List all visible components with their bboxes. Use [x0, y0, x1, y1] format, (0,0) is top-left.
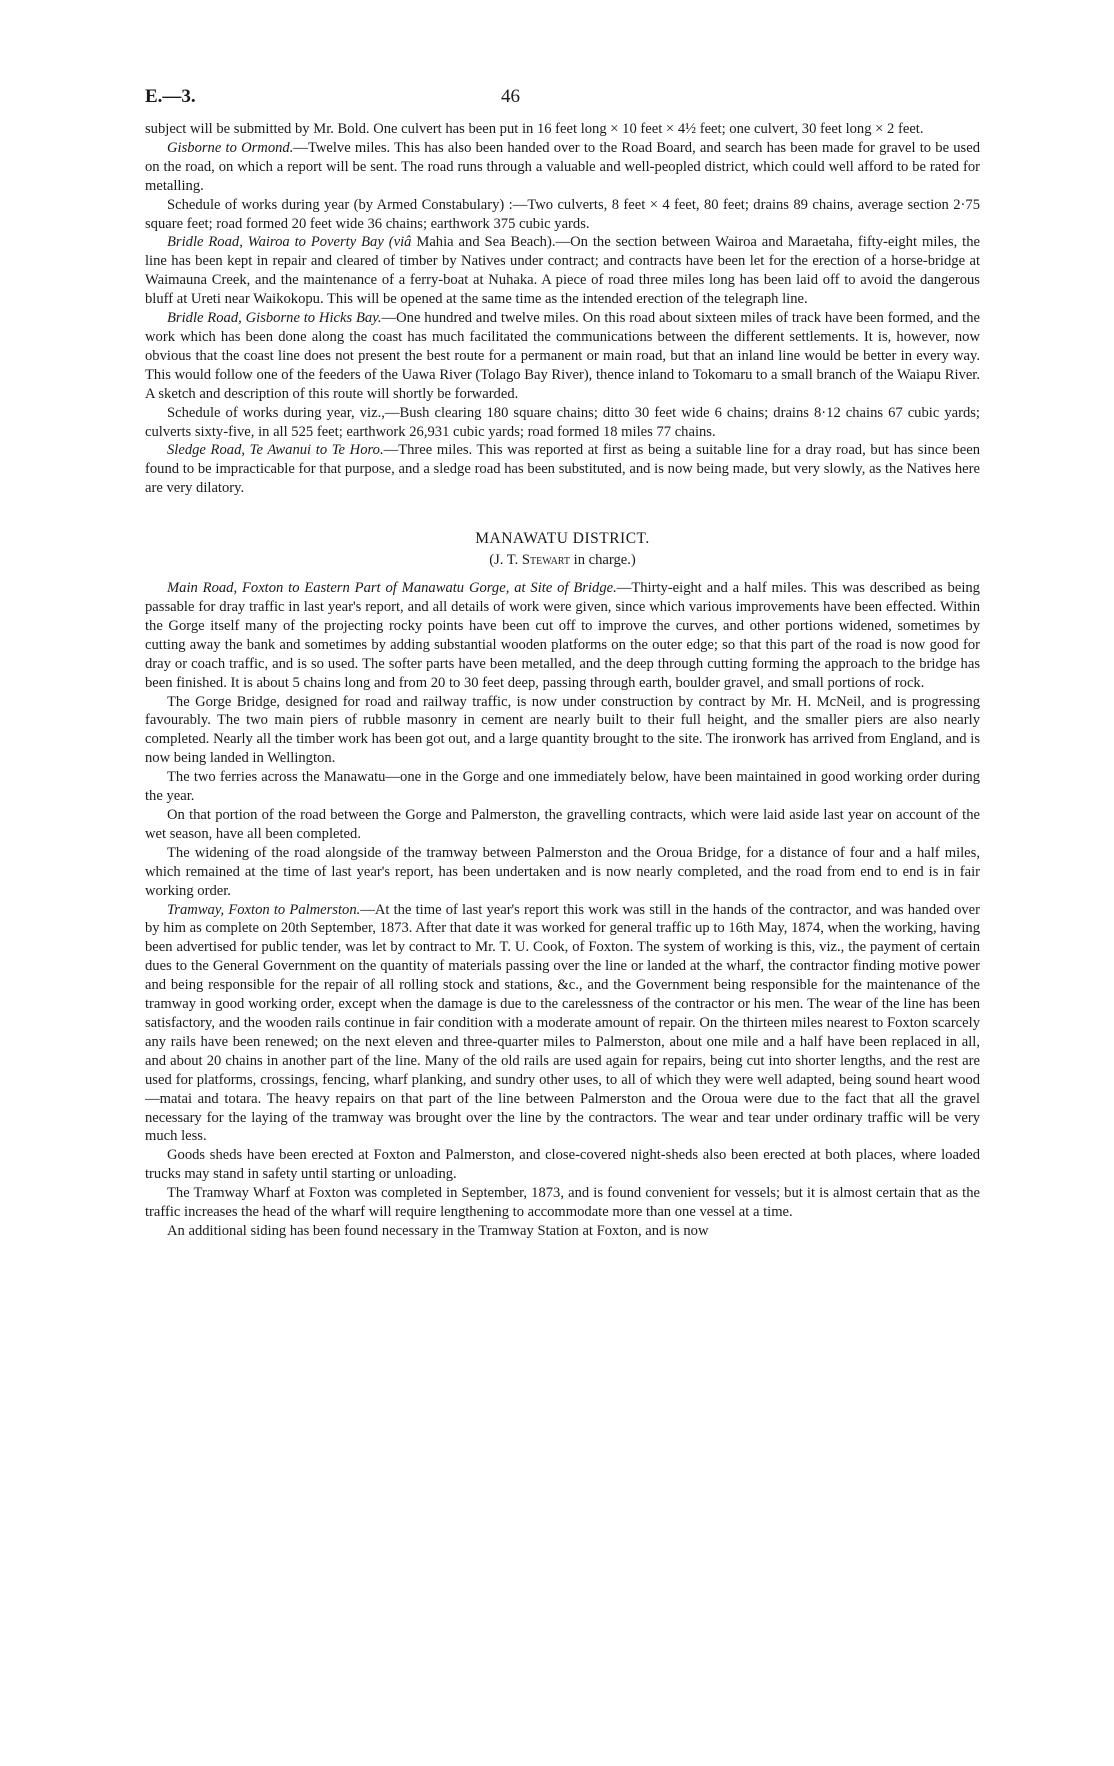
in-charge-open: (J. T. [489, 552, 522, 569]
paragraph-schedule-armed-constabulary [145, 196, 980, 234]
paragraph-text: On that portion of the road between the Gorge and Palmerston, the gravelling contracts, which were laid aside last year on account of the wet season, have all been completed. [145, 807, 980, 842]
section-heading-bridle-road-wairoa [167, 234, 411, 250]
paragraph-text: The widening of the road alongside of the tramway between Palmerston and the Oroua Bridge, for a distance of four and a half miles, which remained at the time of last year's report, has been undertaken and is now nearly completed, and the road from end to end is in fair working order. [145, 844, 980, 899]
paragraph-bridle-road-wairoa [145, 233, 980, 309]
document-page [145, 86, 980, 1241]
paragraph-text: Schedule of works during year, viz.,—Bush clearing 180 square chains; ditto 30 feet wide 6 chains; drains 8·12 chains 67 cubic yards; culverts sixty-five, in all 525 feet; earthwork 26,931 cubic yards; road formed 18 miles 77 chains. [145, 404, 980, 440]
paragraph-road-widening [145, 844, 980, 901]
paragraph-text: —One hundred and twelve miles. On this road about sixteen miles of track have been formed, and the work which has been done along the coast has much facilitated the communications between the different settlements. It is, however, now obvious that the coast line does not present the best route for a permanent or main road, but that an inland line would be better in every way. This would follow one of the feeders of the Uawa River (Tolago Bay River), thence inland to Tokomaru to a small branch of the Waiapu River. A sketch and description of this route will shortly be forwarded. [145, 310, 980, 402]
paragraph-goods-sheds [145, 1146, 980, 1184]
paragraph-text: The Tramway Wharf at Foxton was completed in September, 1873, and is found convenient for vessels; but it is almost certain that as the traffic increases the head of the wharf will require lengthening to accommodate more than one vessel at a time. [145, 1185, 980, 1221]
paragraph-text: Schedule of works during year (by Armed Constabulary) :—Two culverts, 8 feet × 4 feet, 80 feet; drains 89 chains, average section 2·75 square feet; road formed 20 feet wide 36 chains; earthwork 375 cubic yards. [145, 196, 980, 232]
section-heading-main-road-foxton: Main Road, Foxton to Eastern Part of Manawatu Gorge, at Site of Bridge. [167, 580, 617, 597]
paragraph-gisborne-ormond [145, 139, 980, 196]
paragraph-gravelling-contracts [145, 806, 980, 844]
section-heading-bridle-road-hicks-bay: Bridle Road, Gisborne to Hicks Bay. [167, 310, 382, 327]
paragraph-bridle-road-hicks-bay [145, 309, 980, 404]
paragraph-text: An additional siding has been found necessary in the Tramway Station at Foxton, and is now [167, 1222, 709, 1239]
paragraph-text: Goods sheds have been erected at Foxton and Palmerston, and close-covered night-sheds also been erected at both places, where loaded trucks may stand in safety until starting or unloading. [145, 1147, 980, 1183]
paragraph-text: —At the time of last year's report this work was still in the hands of the contractor, and was handed over by him as complete on 20th September, 1873. After that date it was worked for general traffic up to 16th May, 1874, when the working, having been advertised for public tender, was let by contract to Mr. T. U. Cook, of Foxton. The system of working is this, viz., the payment of certain dues to the General Government on the quantity of materials passing over the line or landed at the wharf, the contractor finding motive power and being responsible for the repair of all rolling stock and stations, &c., and the Government being responsible for the maintenance of the tramway in good working order, except when the damage is due to the carelessness of the contractor or his men. The wear of the line has been satisfactory, and the wooden rails continue in fair condition with a moderate amount of repair. On the thirteen miles nearest to Foxton scarcely any rails have been renewed; on the next eleven and three-quarter miles to Palmerston, about one mile and a half have been replaced in all, and about 20 chains in another part of the line. Many of the old rails are used again for repairs, being cut into shorter lengths, and the rest are used for platforms, crossings, fencing, wharf planking, and sundry other uses, to all of which they were well adapted, being sound heart wood—matai and totara. The heavy repairs on that part of the line between Palmerston and the Oroua were due to the fact that all the gravel necessary for the laying of the tramway was brought over the line by the contractors. The wear and tear under ordinary traffic will be very much less. [145, 901, 980, 1145]
document-reference: E.—3. [145, 86, 196, 107]
paragraph-culverts-continuation [145, 120, 980, 139]
section-heading-gisborne-ormond: Gisborne to Ormond. [167, 139, 294, 156]
section-heading-tramway: Tramway, Foxton to Palmerston. [167, 901, 361, 918]
heading-part: Mahia and Sea Beach). [411, 234, 556, 251]
paragraph-text: —Twelve miles. This has also been handed over to the Road Board, and search has been made for gravel to be used on the road, on which a report will be sent. The road runs through a valuable and well-peopled district, which could well afford to be rated for metalling. [145, 139, 980, 194]
page-number: 46 [501, 86, 520, 107]
paragraph-text: —Thirty-eight and a half miles. This was described as being passable for dray traffic in last year's report, and all details of work were given, since which various improvements have been effected. Within the Gorge itself many of the projecting rocky points have been cut off to improve the curves, and other portions widened, sometimes by cutting away the bank and sometimes by adding substantial wooden platforms on the outer edge; so that this part of the road is now good for dray or coach traffic, and is so used. The softer parts have been metalled, and the deep through cutting forming the approach to the bridge has been finished. It is about 5 chains long and from 20 to 30 feet deep, passing through earth, boulder gravel, and small portions of rock. [145, 580, 980, 691]
paragraph-text: —Three miles. This was reported at first as being a suitable line for a dray road, but has since been found to be impracticable for that purpose, and a sledge road has been substituted, and is now being made, but very slowly, as the Natives here are very dilatory. [145, 442, 981, 497]
paragraph-text: The two ferries across the Manawatu—one in the Gorge and one immediately below, have been maintained in good working order during the year. [145, 769, 980, 805]
heading-part: Bridle Road, Wairoa to Poverty Bay ( [167, 234, 394, 251]
paragraph-text: subject will be submitted by Mr. Bold. One culvert has been put in 16 feet long × 10 feet × 4½ feet; one culvert, 30 feet long × 2 feet. [145, 121, 924, 137]
paragraph-schedule-bush-clearing [145, 404, 980, 442]
paragraph-gorge-bridge [145, 693, 980, 769]
heading-via: viâ [393, 234, 412, 251]
officer-in-charge [145, 552, 980, 569]
in-charge-close: in charge.) [570, 552, 636, 569]
officer-name: Stewart [521, 552, 570, 569]
paragraph-ferries [145, 768, 980, 806]
paragraph-additional-siding [145, 1222, 980, 1241]
paragraph-tramway-wharf [145, 1184, 980, 1222]
district-heading: MANAWATU DISTRICT. [475, 530, 650, 548]
paragraph-text: The Gorge Bridge, designed for road and railway traffic, is now under construction by contract by Mr. H. McNeil, and is progressing favourably. The two main piers of rubble masonry in cement are nearly built to their full height, and the smaller piers are also nearly completed. Nearly all the timber work has been got out, and a large quantity brought to the site. The ironwork has arrived from England, and is now being landed in Wellington. [145, 693, 980, 767]
section-heading-sledge-road: Sledge Road, Te Awanui to Te Horo. [167, 442, 384, 459]
paragraph-tramway [145, 901, 980, 1147]
page-header [145, 86, 980, 120]
paragraph-text: —On the section between Wairoa and Maraetaha, fifty-eight miles, the line has been kept in repair and cleared of timber by Natives under contract; and contracts have been let for the erection of a horse-bridge at Waimauna Creek, and the maintenance of a ferry-boat at Nuhaka. A piece of road three miles long has been laid off to avoid the dangerous bluff at Ureti near Waikokopu. This will be opened at the same time as the intended erection of the telegraph line. [145, 234, 980, 308]
paragraph-main-road-foxton [145, 579, 980, 692]
paragraph-sledge-road [145, 441, 980, 498]
